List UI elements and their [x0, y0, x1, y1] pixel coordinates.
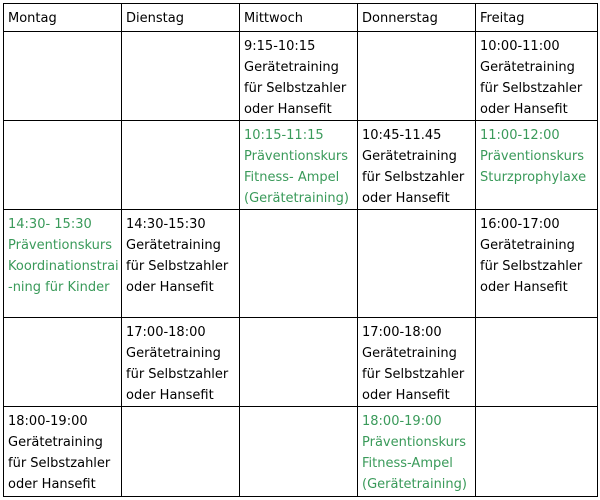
schedule-cell: [122, 407, 240, 497]
cell-text-line: 10:45-11.45: [362, 128, 442, 143]
schedule-cell: [4, 318, 122, 407]
cell-text-line: -ning für Kinder: [8, 280, 110, 295]
cell-text-line: für Selbstzahler: [480, 259, 583, 274]
schedule-cell: [4, 210, 122, 318]
cell-text-line: 11:00-12:00: [480, 128, 560, 143]
day-header-donnerstag: Donnerstag: [358, 4, 476, 32]
cell-text-line: für Selbstzahler: [362, 367, 465, 382]
cell-text-line: Gerätetraining: [362, 346, 457, 361]
cell-text-line: 10:00-11:00: [480, 39, 560, 54]
cell-text-line: oder Hansefit: [126, 388, 214, 403]
cell-text-line: oder Hansefit: [362, 191, 450, 206]
cell-text-line: (Gerätetraining): [362, 477, 467, 492]
header-row: [4, 4, 598, 32]
cell-text-line: 17:00-18:00: [126, 325, 206, 340]
table-row: [4, 210, 598, 318]
day-header-dienstag: Dienstag: [122, 4, 240, 32]
schedule-cell: [122, 210, 240, 318]
cell-text-line: Sturzprophylaxe: [480, 170, 587, 185]
schedule-cell: [122, 32, 240, 121]
cell-text-line: für Selbstzahler: [8, 456, 111, 471]
schedule-cell: [476, 318, 598, 407]
cell-text-line: oder Hansefit: [362, 388, 450, 403]
cell-text-line: für Selbstzahler: [480, 81, 583, 96]
cell-text-line: oder Hansefit: [8, 477, 96, 492]
schedule-cell: [358, 121, 476, 210]
cell-text-line: Koordinationstrai: [8, 259, 119, 274]
weekly-schedule-table: [3, 3, 598, 497]
cell-text-line: 10:15-11:15: [244, 128, 324, 143]
schedule-cell: [4, 32, 122, 121]
day-header-mittwoch: Mittwoch: [240, 4, 358, 32]
table-row: [4, 32, 598, 121]
cell-text-line: für Selbstzahler: [244, 81, 347, 96]
schedule-cell: [358, 318, 476, 407]
schedule-cell: [240, 407, 358, 497]
schedule-cell: [122, 121, 240, 210]
schedule-cell: [476, 407, 598, 497]
cell-text-line: Fitness- Ampel: [244, 170, 340, 185]
schedule-cell: [476, 121, 598, 210]
cell-text-line: oder Hansefit: [126, 280, 214, 295]
day-header-montag: Montag: [4, 4, 122, 32]
cell-text-line: 14:30-15:30: [126, 217, 206, 232]
schedule-cell: [476, 32, 598, 121]
day-header-freitag: Freitag: [476, 4, 598, 32]
schedule-cell: [122, 318, 240, 407]
cell-text-line: für Selbstzahler: [126, 367, 229, 382]
table-row: [4, 318, 598, 407]
cell-text-line: für Selbstzahler: [362, 170, 465, 185]
cell-text-line: Gerätetraining: [480, 238, 575, 253]
cell-text-line: für Selbstzahler: [126, 259, 229, 274]
table-row: [4, 407, 598, 497]
schedule-cell: [358, 210, 476, 318]
cell-text-line: (Gerätetraining): [244, 191, 349, 206]
table-row: [4, 121, 598, 210]
cell-text-line: Gerätetraining: [126, 238, 221, 253]
cell-text-line: Gerätetraining: [126, 346, 221, 361]
schedule-cell: [4, 121, 122, 210]
cell-text-line: 9:15-10:15: [244, 39, 316, 54]
cell-text-line: Gerätetraining: [362, 149, 457, 164]
cell-text-line: Fitness-Ampel: [362, 456, 453, 471]
cell-text-line: 18:00-19:00: [362, 414, 442, 429]
schedule-cell: [4, 407, 122, 497]
cell-text-line: Präventionskurs: [362, 435, 467, 450]
cell-text-line: 14:30- 15:30: [8, 217, 92, 232]
cell-text-line: Präventionskurs: [480, 149, 585, 164]
cell-text-line: Gerätetraining: [480, 60, 575, 75]
cell-text-line: 16:00-17:00: [480, 217, 560, 232]
cell-text-line: 18:00-19:00: [8, 414, 88, 429]
cell-text-line: Gerätetraining: [8, 435, 103, 450]
cell-text-line: oder Hansefit: [480, 102, 568, 117]
schedule-cell: [476, 210, 598, 318]
schedule-cell: [240, 318, 358, 407]
schedule-body: [4, 32, 598, 497]
cell-text-line: oder Hansefit: [244, 102, 332, 117]
cell-text-line: Präventionskurs: [244, 149, 349, 164]
cell-text-line: oder Hansefit: [480, 280, 568, 295]
schedule-cell: [358, 407, 476, 497]
schedule-cell: [358, 32, 476, 121]
schedule-cell: [240, 32, 358, 121]
schedule-cell: [240, 121, 358, 210]
schedule-cell: [240, 210, 358, 318]
cell-text-line: Gerätetraining: [244, 60, 339, 75]
cell-text-line: 17:00-18:00: [362, 325, 442, 340]
cell-text-line: Präventionskurs: [8, 238, 113, 253]
